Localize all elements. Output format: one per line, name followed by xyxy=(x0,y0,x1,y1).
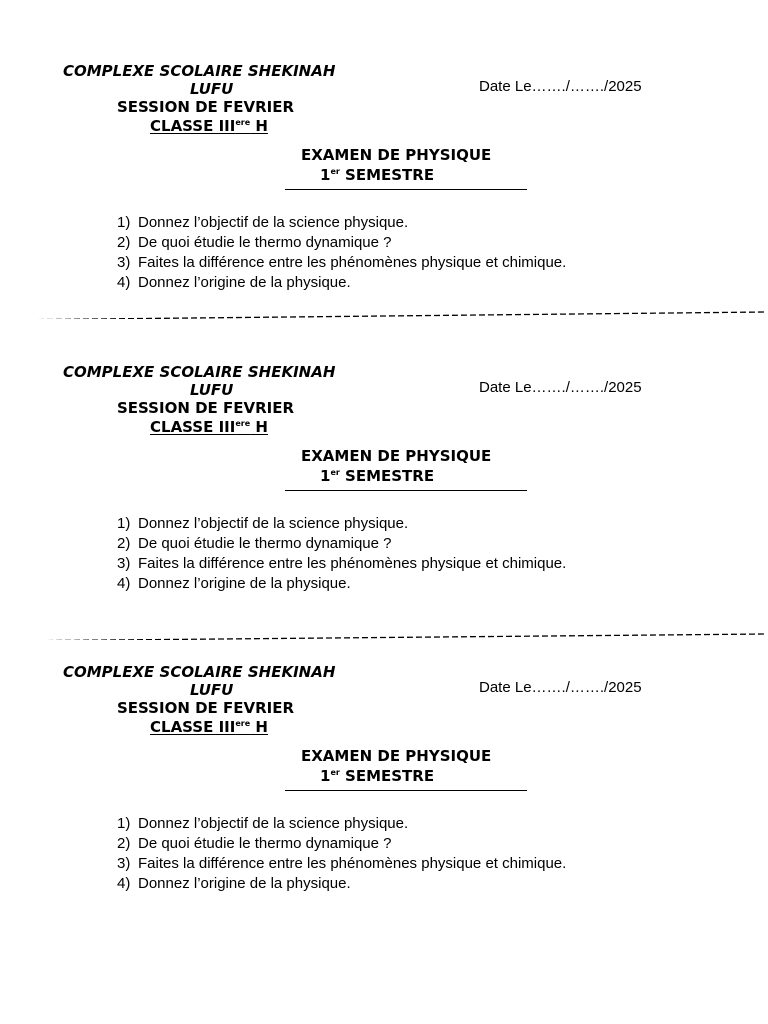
dashed-line xyxy=(0,310,768,319)
school-city: LUFU xyxy=(190,381,234,399)
question-number: 2) xyxy=(117,835,131,852)
question-item xyxy=(117,213,566,233)
question-item xyxy=(117,834,566,854)
semester-number: 1 xyxy=(320,467,331,485)
question-text: De quoi étudie le thermo dynamique ? xyxy=(138,535,392,552)
school-name: COMPLEXE SCOLAIRE SHEKINAH xyxy=(63,62,336,80)
question-text: Faites la différence entre les phénomènes physique et chimique. xyxy=(138,555,567,572)
semester-number: 1 xyxy=(320,166,331,184)
class-label xyxy=(150,117,268,135)
class-label xyxy=(150,418,268,436)
class-label xyxy=(150,718,268,736)
question-text: De quoi étudie le thermo dynamique ? xyxy=(138,835,392,852)
session-label: SESSION DE FEVRIER xyxy=(117,399,295,417)
question-item xyxy=(117,874,566,894)
class-suffix: H xyxy=(250,718,268,736)
exam-title: EXAMEN DE PHYSIQUE xyxy=(301,146,492,164)
title-underline xyxy=(285,790,527,791)
semester-text: SEMESTRE xyxy=(339,166,435,184)
question-number: 3) xyxy=(117,855,131,872)
question-number: 1) xyxy=(117,214,131,231)
class-prefix: CLASSE III xyxy=(150,117,236,135)
question-list xyxy=(117,814,566,894)
semester-label xyxy=(320,166,434,184)
question-text: Donnez l’objectif de la science physique. xyxy=(138,815,409,832)
question-item xyxy=(117,554,566,574)
question-item xyxy=(117,854,566,874)
question-text: Faites la différence entre les phénomènes physique et chimique. xyxy=(138,254,567,271)
semester-superscript: er xyxy=(330,167,340,176)
question-number: 2) xyxy=(117,535,131,552)
question-text: Donnez l’objectif de la science physique. xyxy=(138,515,409,532)
question-number: 2) xyxy=(117,234,131,251)
question-item xyxy=(117,814,566,834)
exam-date: Date Le……./……./2025 xyxy=(479,379,642,396)
semester-label xyxy=(320,767,434,785)
school-city: LUFU xyxy=(190,681,234,699)
question-item xyxy=(117,253,566,273)
exam-title: EXAMEN DE PHYSIQUE xyxy=(301,447,492,465)
semester-number: 1 xyxy=(320,767,331,785)
class-superscript: ere xyxy=(235,118,251,127)
question-list xyxy=(117,213,566,293)
exam-copy-3 xyxy=(0,663,768,963)
title-underline xyxy=(285,189,527,190)
question-number: 1) xyxy=(117,815,131,832)
question-item xyxy=(117,233,566,253)
school-city: LUFU xyxy=(190,80,234,98)
question-text: Donnez l’origine de la physique. xyxy=(138,274,351,291)
question-item xyxy=(117,574,566,594)
question-text: Donnez l’origine de la physique. xyxy=(138,875,351,892)
question-text: Donnez l’origine de la physique. xyxy=(138,575,351,592)
title-underline xyxy=(285,490,527,491)
question-item xyxy=(117,534,566,554)
class-prefix: CLASSE III xyxy=(150,418,236,436)
question-number: 3) xyxy=(117,555,131,572)
cut-line-separator xyxy=(0,307,768,319)
question-item xyxy=(117,514,566,534)
school-name: COMPLEXE SCOLAIRE SHEKINAH xyxy=(63,363,336,381)
class-suffix: H xyxy=(250,117,268,135)
question-text: Faites la différence entre les phénomènes physique et chimique. xyxy=(138,855,567,872)
question-number: 3) xyxy=(117,254,131,271)
session-label: SESSION DE FEVRIER xyxy=(117,98,295,116)
exam-title: EXAMEN DE PHYSIQUE xyxy=(301,747,492,765)
question-item xyxy=(117,273,566,293)
exam-copy-2 xyxy=(0,363,768,663)
question-number: 4) xyxy=(117,875,131,892)
class-suffix: H xyxy=(250,418,268,436)
semester-superscript: er xyxy=(330,468,340,477)
dashed-line xyxy=(0,631,768,640)
semester-text: SEMESTRE xyxy=(339,467,435,485)
semester-label xyxy=(320,467,434,485)
question-number: 4) xyxy=(117,274,131,291)
exam-date: Date Le……./……./2025 xyxy=(479,78,642,95)
question-number: 4) xyxy=(117,575,131,592)
cut-line-separator xyxy=(0,628,768,640)
session-label: SESSION DE FEVRIER xyxy=(117,699,295,717)
question-text: De quoi étudie le thermo dynamique ? xyxy=(138,234,392,251)
class-superscript: ere xyxy=(235,419,251,428)
semester-text: SEMESTRE xyxy=(339,767,435,785)
school-name: COMPLEXE SCOLAIRE SHEKINAH xyxy=(63,663,336,681)
question-number: 1) xyxy=(117,515,131,532)
semester-superscript: er xyxy=(330,768,340,777)
exam-date: Date Le……./……./2025 xyxy=(479,679,642,696)
class-superscript: ere xyxy=(235,719,251,728)
question-text: Donnez l’objectif de la science physique. xyxy=(138,214,409,231)
question-list xyxy=(117,514,566,594)
class-prefix: CLASSE III xyxy=(150,718,236,736)
